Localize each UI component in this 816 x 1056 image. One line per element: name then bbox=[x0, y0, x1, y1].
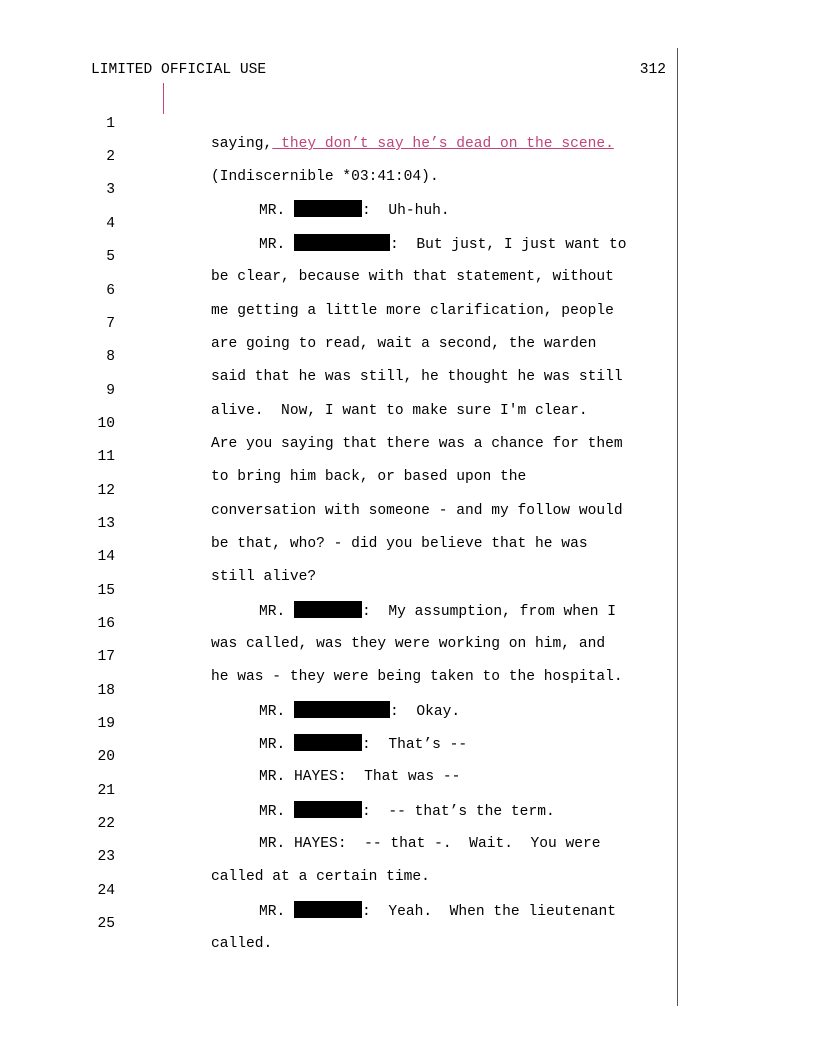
line-number: 14 bbox=[97, 549, 115, 565]
transcript-line-1 bbox=[0, 94, 614, 152]
line-text: conversation with someone - and my follow would bbox=[211, 503, 623, 519]
transcript-line-14 bbox=[0, 527, 317, 585]
line-text: called at a certain time. bbox=[211, 869, 430, 885]
redaction-box bbox=[294, 200, 362, 217]
line-number: 2 bbox=[106, 149, 115, 165]
line-number: 5 bbox=[106, 249, 115, 265]
line-number: 3 bbox=[106, 182, 115, 198]
line-text: saying, bbox=[211, 136, 273, 152]
line-number: 1 bbox=[106, 116, 115, 132]
line-number: 11 bbox=[97, 449, 115, 465]
line-text: be that, who? - did you believe that he was bbox=[211, 536, 588, 552]
redaction-box bbox=[294, 801, 362, 818]
line-number: 8 bbox=[106, 349, 115, 365]
line-text: MR. HAYES: That was -- bbox=[259, 769, 461, 785]
line-number: 18 bbox=[97, 683, 115, 699]
line-number: 4 bbox=[106, 216, 115, 232]
line-number: 19 bbox=[97, 716, 115, 732]
line-text: MR. HAYES: -- that -. Wait. You were bbox=[259, 836, 601, 852]
line-text: : My assumption, from when I bbox=[362, 604, 617, 620]
line-number: 16 bbox=[97, 616, 115, 632]
line-number: 12 bbox=[97, 483, 115, 499]
line-text: be clear, because with that statement, without bbox=[211, 269, 614, 285]
redaction-box bbox=[294, 234, 390, 251]
line-number: 13 bbox=[97, 516, 115, 532]
line-number: 17 bbox=[97, 649, 115, 665]
speaker-prefix: MR. bbox=[259, 237, 286, 253]
redaction-box bbox=[294, 701, 390, 718]
redaction-box bbox=[294, 734, 362, 751]
speaker-prefix: MR. bbox=[259, 604, 286, 620]
line-text: : Yeah. When the lieutenant bbox=[362, 904, 617, 920]
line-text: called. bbox=[211, 936, 273, 952]
line-number: 15 bbox=[97, 583, 115, 599]
line-text: : Uh-huh. bbox=[362, 203, 450, 219]
speaker-prefix: MR. bbox=[259, 203, 286, 219]
page-number: 312 bbox=[639, 62, 666, 78]
line-text: : Okay. bbox=[390, 704, 461, 720]
line-text: : But just, I just want to bbox=[390, 237, 627, 253]
line-number: 6 bbox=[106, 283, 115, 299]
line-number: 23 bbox=[97, 849, 115, 865]
line-text: he was - they were being taken to the hospital. bbox=[211, 669, 623, 685]
line-text: still alive? bbox=[211, 569, 317, 585]
speaker-prefix: MR. bbox=[259, 704, 286, 720]
line-number: 22 bbox=[97, 816, 115, 832]
speaker-prefix: MR. bbox=[259, 737, 286, 753]
redaction-box bbox=[294, 601, 362, 618]
line-text: (Indiscernible *03:41:04). bbox=[211, 169, 439, 185]
revised-text: they don’t say he’s dead on the scene. bbox=[272, 136, 614, 152]
redaction-box bbox=[294, 901, 362, 918]
line-number: 24 bbox=[97, 883, 115, 899]
speaker-prefix: MR. bbox=[259, 904, 286, 920]
line-text: : -- that’s the term. bbox=[362, 804, 555, 820]
line-text: : That’s -- bbox=[362, 737, 468, 753]
line-text: me getting a little more clarification, people bbox=[211, 303, 614, 319]
line-text: Are you saying that there was a chance for them bbox=[211, 436, 623, 452]
line-number: 25 bbox=[97, 916, 115, 932]
speaker-prefix: MR. bbox=[259, 804, 286, 820]
line-text: to bring him back, or based upon the bbox=[211, 469, 527, 485]
line-number: 20 bbox=[97, 749, 115, 765]
line-text: alive. Now, I want to make sure I'm clear. bbox=[211, 403, 588, 419]
line-text: said that he was still, he thought he was still bbox=[211, 369, 623, 385]
line-text: are going to read, wait a second, the warden bbox=[211, 336, 597, 352]
right-margin-rule bbox=[677, 48, 678, 1006]
line-number: 9 bbox=[106, 383, 115, 399]
line-number: 10 bbox=[97, 416, 115, 432]
line-number: 7 bbox=[106, 316, 115, 332]
line-number: 21 bbox=[97, 783, 115, 799]
revision-change-bar bbox=[163, 83, 164, 114]
page-header-classification: LIMITED OFFICIAL USE bbox=[91, 62, 267, 78]
line-text: was called, was they were working on him, and bbox=[211, 636, 606, 652]
